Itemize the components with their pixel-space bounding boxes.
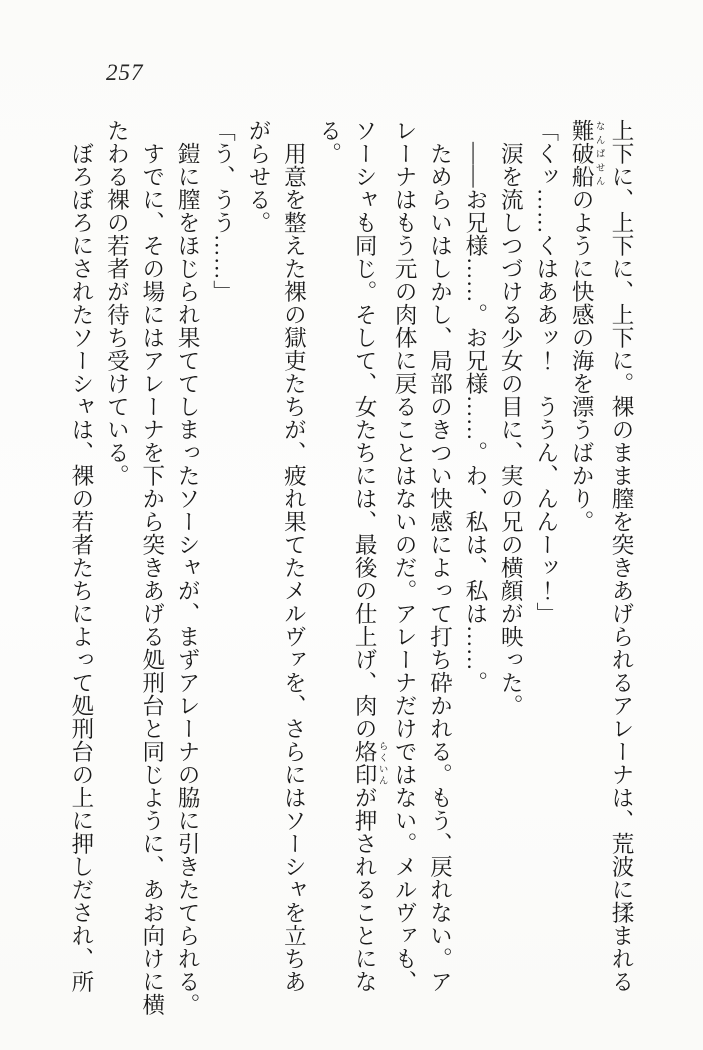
text-column: すでに、その場にはアレーナを下から突きあげる処刑台と同じように、あお向けに横 [139, 141, 165, 1016]
text-column: 「う、うう……」 [210, 119, 236, 303]
text-column: ――お兄様……。お兄様……。わ、私は、私は……。 [462, 141, 488, 694]
text-column: 涙を流しつづける少女の目に、実の兄の横顔が映った。 [498, 141, 524, 717]
text-column: ぼろぼろにされたソーシャは、裸の若者たちによって処刑台の上に押しだされ、所 [68, 141, 94, 993]
text-column: 鎧に膣をほじられ果ててしまったソーシャが、まずアレーナの脇に引きたてられる。 [175, 141, 201, 1016]
furigana-ruby: 烙印 らくいん [352, 740, 387, 786]
text-column: 上下に、上下に、上下に。裸のまま膣を突きあげられるアレーナは、荒波に揉まれる [609, 119, 634, 993]
page-number: 257 [106, 60, 144, 85]
text-column: ためらいはしかし、局部のきつい快感によって打ち砕かれる。もう、戻れない。ア [427, 141, 453, 993]
text-column: る。 [316, 119, 342, 165]
furigana-ruby: 難破船 なんぱせん [569, 119, 604, 188]
text-column: レーナはもう元の肉体に戻ることはないのだ。アレーナだけではない。メルヴァも、 [392, 119, 418, 993]
text-column: 難破船 なんぱせんのように快感の海を漂うばかり。 [569, 119, 604, 533]
text-column: がらせる。 [245, 119, 271, 234]
text-column: 「くッ……くはああッ！ ううん、んんーッ！」 [533, 119, 559, 625]
body-text [64, 119, 640, 1025]
text-column: たわる裸の若者が待ち受けている。 [104, 119, 130, 487]
text-column: ソーシャも同じ。そして、女たちには、最後の仕上げ、肉の烙印 らくいんが押されることにな [352, 119, 387, 993]
text-column: 用意を整えた裸の獄吏たちが、疲れ果てたメルヴァを、さらにはソーシャを立ちあ [281, 141, 307, 993]
